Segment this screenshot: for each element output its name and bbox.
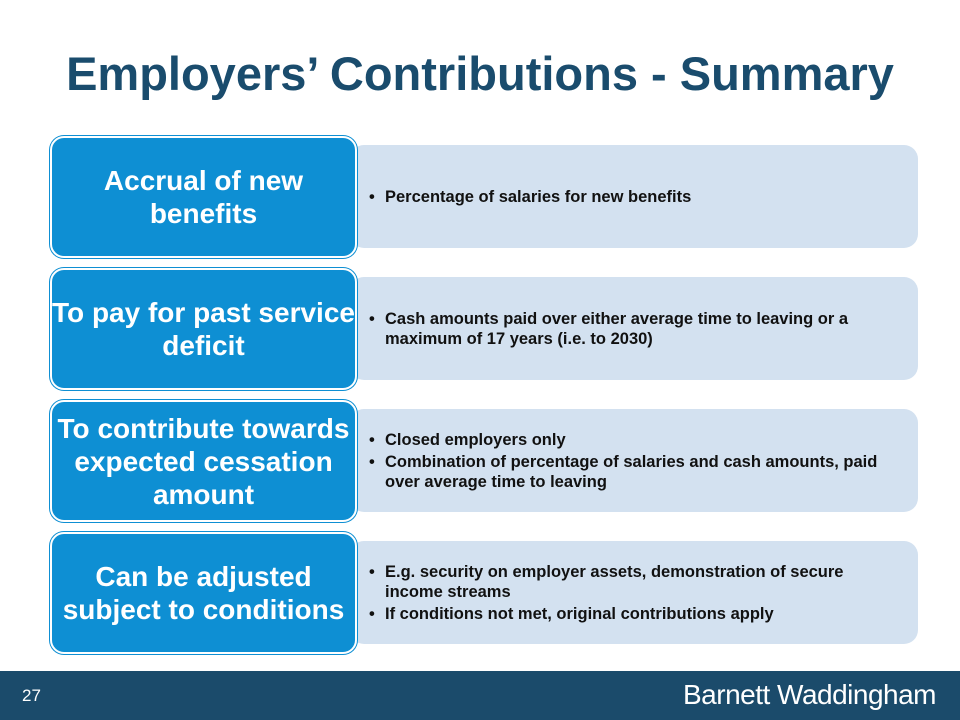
bullet-list — [350, 185, 705, 209]
bullet-item: • If conditions not met, original contributions apply — [385, 604, 904, 624]
bullet-item: • Cash amounts paid over either average time to leaving or a maximum of 17 years (i.e. to 2030) — [385, 309, 904, 349]
row-label: To pay for past service deficit — [50, 268, 357, 390]
row-label: Accrual of new benefits — [50, 136, 357, 258]
row-label: Can be adjusted subject to conditions — [50, 532, 357, 654]
row-detail-box — [350, 409, 918, 512]
summary-row-accrual — [50, 136, 918, 258]
row-label: To contribute towards expected cessation amount — [50, 400, 357, 522]
summary-row-adjusted — [50, 532, 918, 654]
page-number: 27 — [22, 686, 41, 705]
bullet-item: • E.g. security on employer assets, demonstration of secure income streams — [385, 562, 904, 602]
bullet-list — [350, 307, 918, 351]
bullet-list — [350, 560, 918, 626]
bullet-item: • Percentage of salaries for new benefits — [385, 187, 691, 207]
brand-logo-text: Barnett Waddingham — [683, 679, 936, 710]
row-detail-box — [350, 277, 918, 380]
summary-row-cessation — [50, 400, 918, 522]
row-detail-box — [350, 145, 918, 248]
bullet-item: • Combination of percentage of salaries and cash amounts, paid over average time to leaving — [385, 452, 904, 492]
footer-bar — [0, 671, 960, 720]
bullet-list — [350, 428, 918, 494]
slide-title: Employers’ Contributions - Summary — [66, 47, 894, 100]
row-detail-box — [350, 541, 918, 644]
summary-row-past-service — [50, 268, 918, 390]
bullet-item: • Closed employers only — [385, 430, 904, 450]
